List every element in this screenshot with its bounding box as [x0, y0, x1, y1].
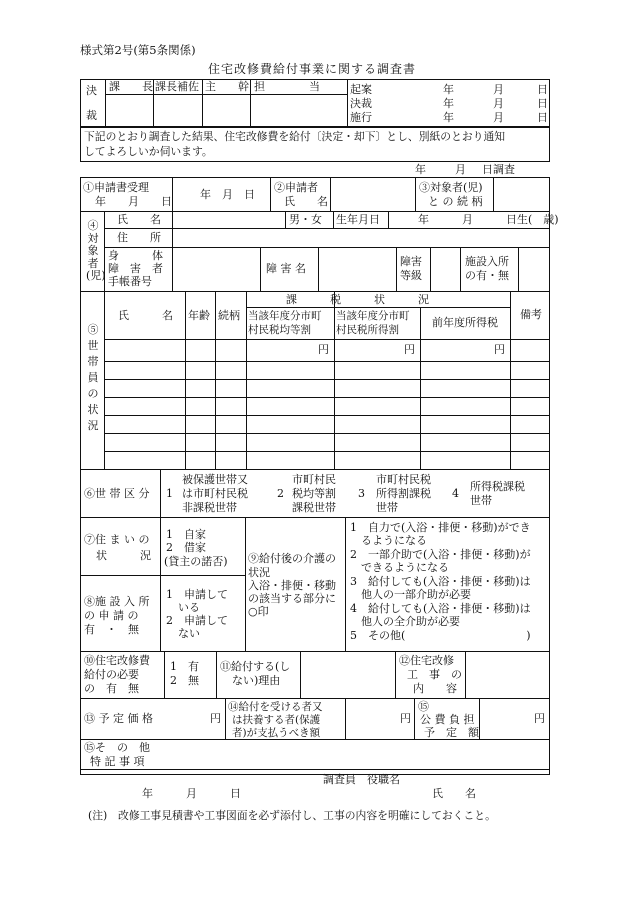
care-option-2: 2 一部介助で(入浴・排便・移動)が — [350, 548, 531, 561]
housing-option-2: 2 借家 — [166, 541, 206, 554]
subject-name-label: 氏 名 — [117, 213, 161, 226]
payer-label-2: は扶養する者(保護 — [232, 714, 321, 726]
tax-col-2-yen: 円 — [404, 343, 415, 356]
type-option-2-a: 市町村民 — [292, 473, 336, 486]
work-label-1: ⑫住宅改修 — [399, 654, 454, 667]
approval-col-shukan: 主 幹 — [205, 80, 249, 93]
disability-name-label: 障 害 名 — [266, 262, 306, 275]
tax-col-3: 前年度所得税 — [432, 316, 498, 329]
household-vertical-label: ⑤世帯員の状況 — [87, 323, 99, 432]
subject-sex: 男・女 — [289, 213, 322, 226]
public-yen: 円 — [534, 712, 545, 725]
row-kian-y: 年 — [443, 83, 454, 96]
tax-col-1-line-2: 村民税均等割 — [248, 324, 311, 336]
applicant-label: ②申請者 — [274, 181, 318, 194]
approval-col-tanto: 担 当 — [254, 80, 320, 93]
type-option-3-c: 世帯 — [376, 501, 398, 514]
public-label-1: ⑮ — [418, 700, 429, 713]
reason-label-2: ない)理由 — [232, 674, 281, 687]
intro-line-1: 下記のとおり調査した結果、住宅改修費を給付〔決定・却下〕とし、別紙のとおり通知 — [84, 130, 506, 143]
grade-label-1: 障害 — [400, 255, 422, 268]
care-option-5: 5 その他( ) — [350, 629, 531, 642]
facility-app-option-2: 2 申請して — [166, 614, 228, 627]
applicant-label-name: 氏 名 — [284, 195, 328, 208]
approval-col-hosa: 課長補佐 — [155, 80, 199, 93]
type-option-4-b: 世帯 — [470, 494, 492, 507]
form-number: 様式第2号(第5条関係) — [80, 43, 196, 57]
other-label-2: 特 記 事 項 — [90, 755, 145, 768]
type-option-1-b: は市町村民税 — [182, 487, 248, 500]
relation-label-2: と の 続 柄 — [428, 195, 483, 208]
approval-col-kacho: 課 長 — [109, 80, 153, 93]
grade-label-2: 等級 — [400, 269, 422, 282]
row-shiko-m: 月 — [493, 111, 504, 124]
care-option-2b: できるようになる — [350, 561, 449, 574]
housing-option-3: (貸主の諾否) — [164, 555, 228, 568]
care-option-1: 1 自力で(入浴・排便・移動)ができ — [350, 521, 531, 534]
need-option-1: 1 有 — [170, 660, 199, 673]
household-type-label: ⑥世 帯 区 分 — [84, 487, 150, 500]
page-title: 住宅改修費給付事業に関する調査書 — [208, 62, 417, 76]
inspector-title-label: 調査員 役職名 — [323, 773, 400, 786]
row-kian-d: 日 — [537, 83, 548, 96]
reason-label-1: ⑪給付する(し — [220, 660, 291, 673]
subject-vertical-label: ④対象者(児) — [86, 219, 106, 282]
need-option-2: 2 無 — [170, 674, 199, 687]
intro-line-2: してよろしいか伺います。 — [84, 145, 213, 158]
facility-label-1: 施設入所 — [465, 255, 509, 268]
type-option-1-a: 被保護世帯又 — [182, 473, 248, 486]
price-yen: 円 — [210, 712, 221, 725]
facility-app-option-1b: いる — [178, 601, 200, 614]
work-label-3: 内 容 — [413, 682, 457, 695]
care-option-1b: るようになる — [350, 534, 427, 547]
type-option-3-b: 所得割課税 — [376, 487, 431, 500]
signature-date: 年 月 日 — [142, 787, 241, 800]
type-option-3-num: 3 — [358, 487, 365, 500]
household-col-age: 年齢 — [188, 309, 210, 322]
care-label-1: ⑨給付後の介護の — [248, 552, 336, 565]
row-kessai-label: 決裁 — [350, 97, 372, 110]
household-col-name: 氏 名 — [118, 309, 173, 322]
payer-yen: 円 — [400, 712, 411, 725]
facility-app-option-1: 1 申請して — [166, 588, 228, 601]
type-option-1-num: 1 — [166, 487, 173, 500]
survey-date-year: 年 — [415, 163, 426, 176]
relation-label: ③対象者(児) — [419, 181, 483, 194]
care-label-4: の該当する部分に — [248, 592, 336, 605]
household-col-note: 備考 — [520, 308, 542, 321]
need-label-1: ⑩住宅改修費 — [84, 654, 150, 667]
card-label-3: 手帳番号 — [108, 275, 152, 288]
need-label-3: の 有 無 — [84, 682, 139, 695]
type-option-4-num: 4 — [452, 487, 459, 500]
housing-label-1: ⑦住 ま い の — [84, 533, 150, 546]
row-shiko-y: 年 — [443, 111, 454, 124]
tax-col-2-line-2: 村民税所得割 — [336, 324, 399, 336]
inspector-name-label: 氏 名 — [432, 787, 476, 800]
tax-col-3-yen: 円 — [494, 343, 505, 356]
subject-birth-value: 年 月 日生( 歳) — [418, 213, 559, 226]
care-label-3: 入浴・排便・移動 — [248, 579, 336, 592]
approval-sai: 裁 — [86, 109, 97, 122]
row-kian-m: 月 — [493, 83, 504, 96]
payer-label-3: 者)が支払うべき額 — [232, 727, 321, 739]
row-shiko-d: 日 — [537, 111, 548, 124]
row-shiko-label: 施行 — [350, 111, 372, 124]
subject-birth-label: 生年月日 — [336, 213, 380, 226]
type-option-2-num: 2 — [277, 487, 284, 500]
type-option-4-a: 所得税課税 — [470, 480, 525, 493]
care-option-3: 3 給付しても(入浴・排便・移動)は — [350, 575, 531, 588]
survey-date-month: 月 — [455, 163, 466, 176]
footnote: (注) 改修工事見積書や工事図面を必ず添付し、工事の内容を明確にしておくこと。 — [88, 809, 496, 822]
tax-col-1-yen: 円 — [318, 343, 329, 356]
care-option-4b: 他人の全介助が必要 — [350, 615, 460, 628]
type-option-2-b: 税均等割 — [292, 487, 336, 500]
survey-date-day: 日調査 — [482, 163, 515, 176]
row-kian-label: 起案 — [350, 83, 372, 96]
public-label-3: 予 定 額 — [424, 726, 479, 739]
approval-ketsu: 決 — [86, 84, 97, 97]
receipt-label: ①申請書受理 — [83, 181, 149, 194]
care-option-4: 4 給付しても(入浴・排便・移動)は — [350, 602, 531, 615]
work-label-2: 工 事 の — [407, 668, 462, 681]
price-label: ⑬ 予 定 価 格 — [84, 712, 153, 725]
facility-app-option-2b: ない — [178, 627, 200, 640]
facility-app-label-1: ⑧施 設 入 所 — [84, 595, 150, 608]
care-label-2: 状況 — [248, 566, 270, 579]
card-label-2: 障 害 者 — [108, 262, 163, 275]
tax-col-1-line-1: 当該年度分市町 — [248, 310, 322, 322]
row-kessai-d: 日 — [537, 97, 548, 110]
type-option-1-c: 非課税世帯 — [182, 501, 237, 514]
tax-col-2-line-1: 当該年度分市町 — [336, 310, 410, 322]
household-col-tax: 課 税 状 況 — [286, 293, 429, 306]
type-option-2-c: 課税世帯 — [292, 501, 336, 514]
housing-option-1: 1 自家 — [166, 528, 206, 541]
card-label-1: 身 体 — [108, 249, 163, 262]
housing-label-2: 状 況 — [96, 549, 151, 562]
subject-address-label: 住 所 — [117, 231, 161, 244]
row-kessai-m: 月 — [493, 97, 504, 110]
row-kessai-y: 年 — [443, 97, 454, 110]
public-label-2: 公 費 負 担 — [420, 713, 475, 726]
other-label-1: ⑮そ の 他 — [84, 741, 150, 754]
care-label-5: ○印 — [248, 605, 269, 618]
care-option-3b: 他人の一部介助が必要 — [350, 588, 471, 601]
payer-label-1: ⑭給付を受ける者又 — [228, 701, 323, 713]
facility-label-2: の有・無 — [465, 269, 509, 282]
facility-app-label-3: 有 ・ 無 — [84, 623, 139, 636]
facility-app-label-2: の 申 請 の — [84, 609, 139, 622]
need-label-2: 給付の必要 — [84, 668, 139, 681]
household-col-relation: 続柄 — [218, 309, 240, 322]
receipt-date-field: 年 月 日 — [200, 188, 255, 201]
receipt-label-date: 年 月 日 — [95, 195, 172, 208]
type-option-3-a: 市町村民税 — [376, 473, 431, 486]
